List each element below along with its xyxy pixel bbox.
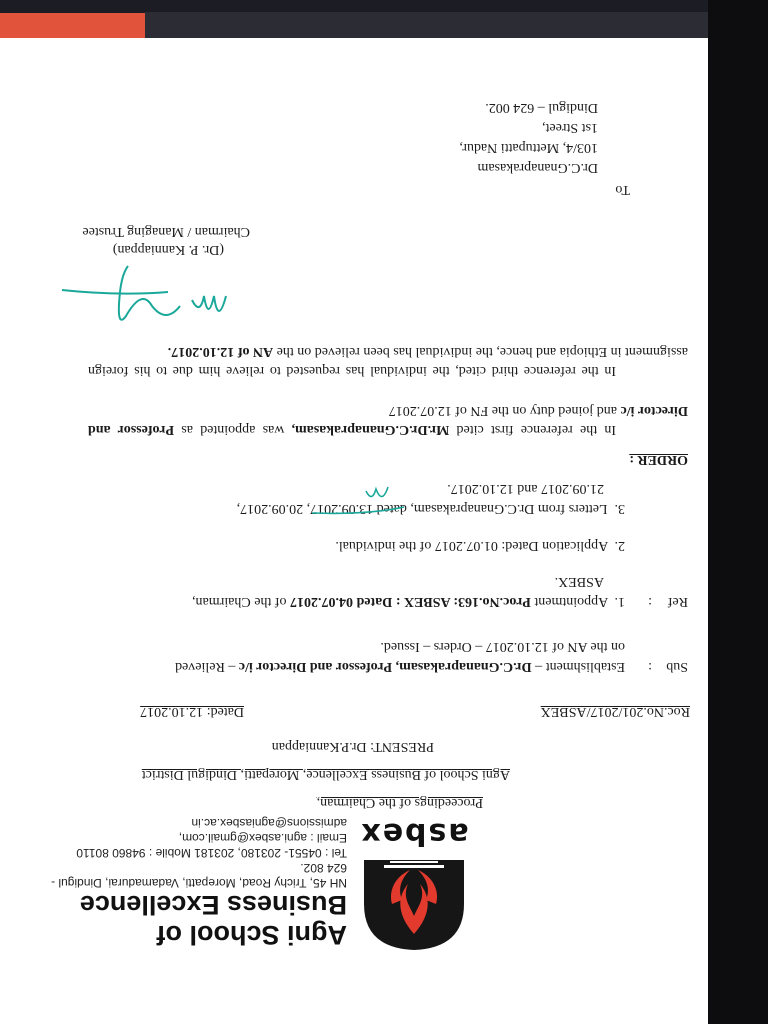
ref-item-1-text-c: of the Chairman, bbox=[192, 594, 291, 609]
to-label: To bbox=[615, 182, 630, 197]
proceedings-title: Proceedings of the Chairman, bbox=[316, 795, 483, 810]
agni-flame-logo-icon bbox=[358, 856, 470, 956]
ref-item-1-text-a: Appointment bbox=[530, 594, 609, 609]
letterhead bbox=[30, 816, 470, 956]
initials-mark-icon bbox=[308, 479, 408, 519]
institution-name-line2: Business Excellence bbox=[79, 890, 347, 920]
ref-item-1-num: 1. bbox=[614, 594, 625, 609]
reference-number: Roc.No.201/2017/ASBEX bbox=[540, 704, 690, 719]
ref-colon: : bbox=[648, 594, 652, 609]
scanner-edge-right bbox=[708, 0, 768, 1024]
dated-line: Dated: 12.10.2017 bbox=[140, 704, 244, 719]
to-address-line3: 1st Street, bbox=[542, 120, 598, 135]
order-para1-text-a: In the reference first cited bbox=[449, 422, 616, 437]
order-para1-text-c: was appointed as bbox=[174, 422, 292, 437]
institution-name-line1: Agni School of bbox=[156, 920, 347, 950]
institution-email: Email : agni.asbex@gmail.com, admissions@agniasbex.ac.in bbox=[178, 816, 347, 845]
to-address-line1: Dr.C.Gnanaprakasam bbox=[477, 160, 598, 175]
signatory-name: (Dr. P. Kanniappan) bbox=[112, 242, 224, 257]
institution-tel: Tel : 04551- 203180, 203181 Mobile : 94860 80110 bbox=[76, 846, 347, 860]
order-para1-text-d: Professor and Director i/c bbox=[88, 403, 688, 437]
subject-line1 bbox=[175, 657, 625, 675]
order-paragraph-2 bbox=[88, 342, 688, 380]
ref-label: Ref bbox=[667, 594, 688, 609]
ref-item-1-continued: ASBEX. bbox=[554, 574, 604, 589]
institution-name bbox=[30, 815, 347, 950]
subject-label: Sub bbox=[666, 659, 688, 674]
subject-line2: on the AN of 12.10.2017 – Orders – Issued. bbox=[380, 639, 625, 654]
order-heading: ORDER : bbox=[629, 452, 688, 467]
ref-item-1 bbox=[192, 592, 625, 610]
subject-text-a: Establishment – bbox=[531, 659, 625, 674]
signatory-title: Chairman / Managing Trustee bbox=[82, 224, 250, 239]
subject-text-c: – Relieved bbox=[175, 659, 239, 674]
present-line: PRESENT: Dr.P.Kanniappan bbox=[271, 739, 434, 754]
ref-item-3-continued: 21.09.2017 and 12.10.2017. bbox=[447, 481, 604, 496]
to-address-line4: Dindigul – 624 002. bbox=[485, 100, 598, 115]
order-para1-text-e: and joined duty on the FN of 12.07.2017 bbox=[388, 403, 621, 418]
ref-item-2-num: 2. bbox=[614, 538, 625, 553]
proceedings-place: Agni School of Business Excellence, Morepatti, Dindigul District bbox=[141, 767, 510, 782]
ref-item-3-num: 3. bbox=[614, 501, 625, 516]
order-paragraph-1 bbox=[88, 401, 688, 439]
order-para2-text-a: In the reference third cited, the individual has requested to relieve him due to his foreign assignment in Ethiopia and hence, the individual has been relieved on the bbox=[88, 344, 688, 378]
signature-icon bbox=[58, 261, 238, 336]
subject-text-b: Dr.C.Gnanaprakasam, Professor and Director i/c bbox=[238, 659, 532, 674]
ref-item-3 bbox=[237, 499, 625, 517]
ref-item-3-text: Letters from Dr.C.Gnanaprakasam, dated 13.09.2017, 20.09.2017, bbox=[236, 501, 608, 516]
order-para1-text-b: Mr.Dr.C.Gnanaprakasam, bbox=[291, 422, 450, 437]
order-para2-text-b: AN of 12.10.2017. bbox=[167, 344, 274, 359]
asbex-wordmark: asbex bbox=[359, 816, 469, 851]
subject-colon: : bbox=[648, 659, 652, 674]
institution-address: NH 45, Trichy Road, Morepatti, Vadamadurai, Dindigul - 624 802. bbox=[51, 861, 347, 890]
to-address-line2: 103/4, Mettupatti Nadur, bbox=[459, 140, 598, 155]
ref-item-2-text: Application Dated: 01.07.2017 of the individual. bbox=[335, 538, 609, 553]
ref-item-2 bbox=[335, 536, 625, 554]
ref-item-1-text-b: Proc.No.163: ASBEX : Dated 04.07.2017 bbox=[290, 594, 531, 609]
